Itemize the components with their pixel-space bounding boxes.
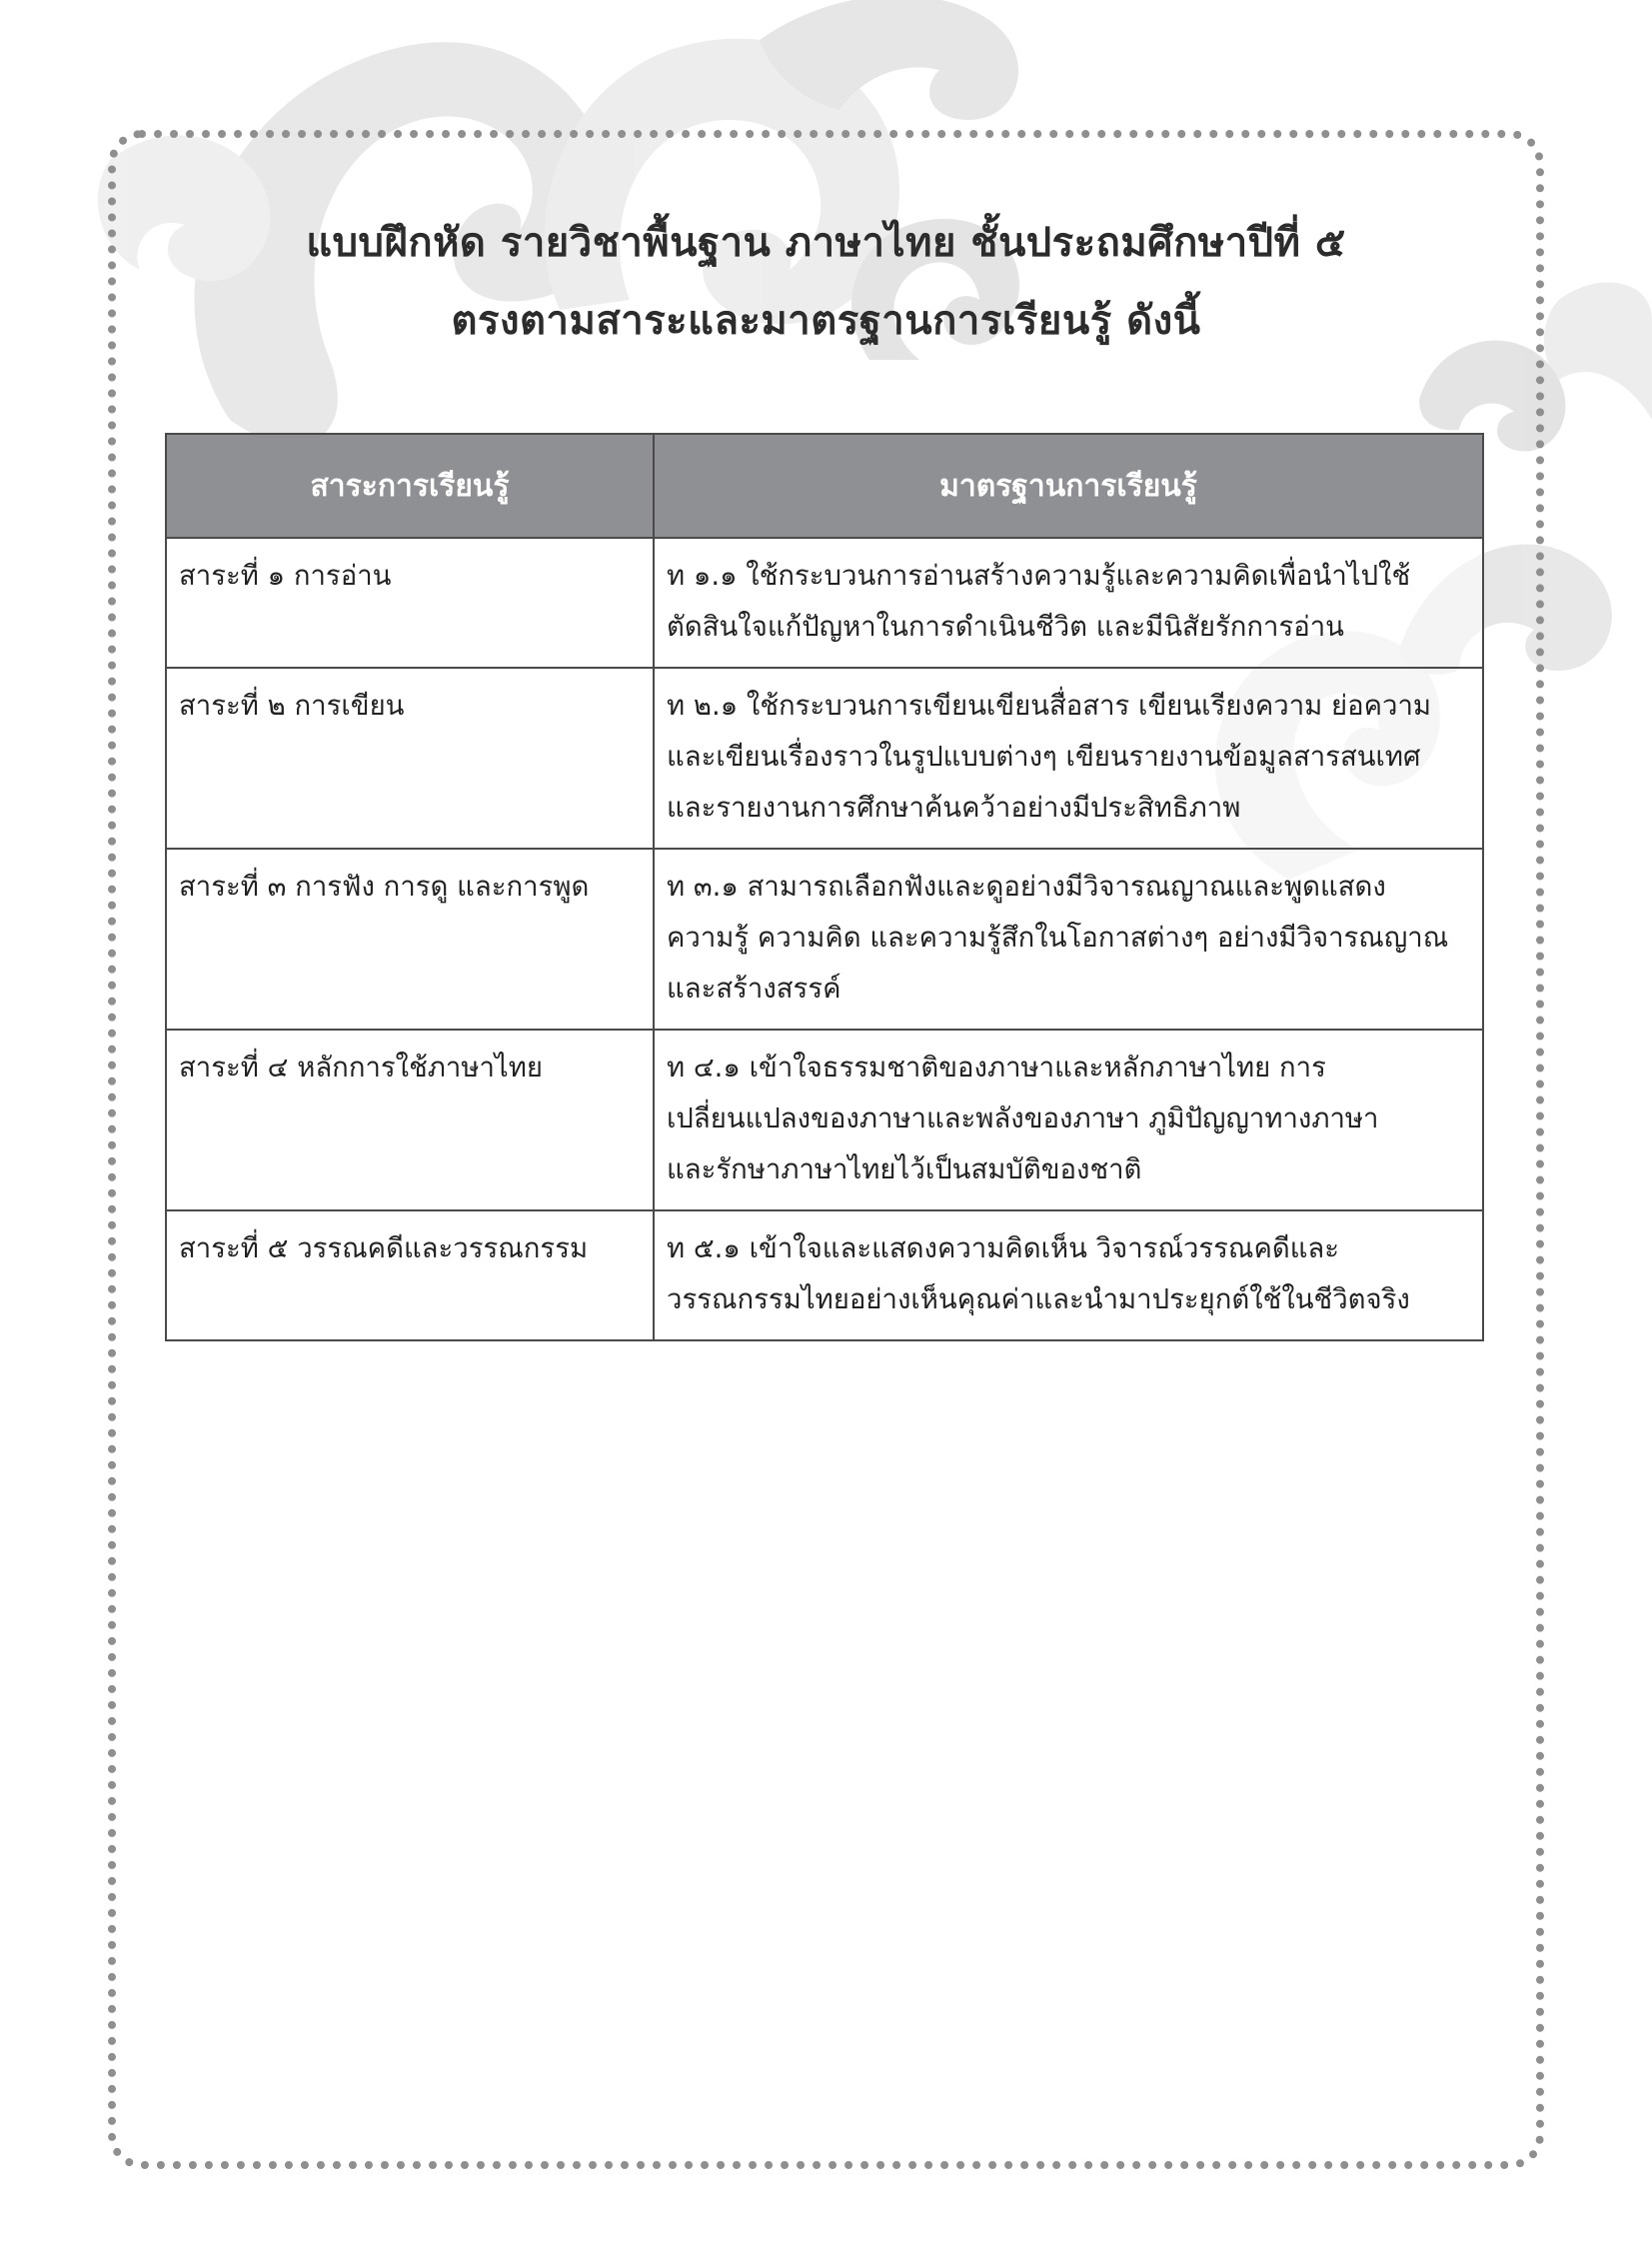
table-row: [166, 1210, 1483, 1340]
standard-line: และรายงานการศึกษาค้นคว้าอย่างมีประสิทธิภาพ: [667, 792, 1241, 824]
page-title-line-1: แบบฝึกหัด รายวิชาพื้นฐาน ภาษาไทย ชั้นประถมศึกษาปีที่ ๕: [306, 220, 1346, 266]
standard-cell: [654, 1030, 1483, 1210]
table-row: [166, 668, 1483, 849]
table-row: [166, 849, 1483, 1030]
header-learning-standard: มาตรฐานการเรียนรู้: [654, 434, 1483, 538]
standard-cell: [654, 1210, 1483, 1340]
standard-line: ท ๓.๑ สามารถเลือกฟังและดูอย่างมีวิจารณญาณและพูดแสดง: [667, 871, 1386, 903]
standard-line: และรักษาภาษาไทยไว้เป็นสมบัติของชาติ: [667, 1153, 1142, 1185]
page-title-line-2: ตรงตามสาระและมาตรฐานการเรียนรู้ ดังนี้: [451, 298, 1201, 344]
strand-cell: สาระที่ ๔ หลักการใช้ภาษาไทย: [166, 1030, 654, 1210]
standard-line: ท ๔.๑ เข้าใจธรรมชาติของภาษาและหลักภาษาไทย การ: [667, 1052, 1326, 1084]
standard-line: ตัดสินใจแก้ปัญหาในการดำเนินชีวิต และมีนิสัยรักการอ่าน: [667, 611, 1344, 643]
strand-cell: สาระที่ ๓ การฟัง การดู และการพูด: [166, 849, 654, 1030]
strand-cell: สาระที่ ๒ การเขียน: [166, 668, 654, 849]
standard-line: ความรู้ ความคิด และความรู้สึกในโอกาสต่างๆ อย่างมีวิจารณญาณ: [667, 922, 1449, 954]
table-row: [166, 538, 1483, 668]
header-learning-strand: สาระการเรียนรู้: [166, 434, 654, 538]
strand-cell: สาระที่ ๕ วรรณคดีและวรรณกรรม: [166, 1210, 654, 1340]
standard-line: ท ๑.๑ ใช้กระบวนการอ่านสร้างความรู้และความคิดเพื่อนำไปใช้: [667, 560, 1411, 592]
standard-cell: [654, 668, 1483, 849]
standard-line: และเขียนเรื่องราวในรูปแบบต่างๆ เขียนรายงานข้อมูลสารสนเทศ: [667, 741, 1421, 773]
standard-cell: [654, 849, 1483, 1030]
standard-line: และสร้างสรรค์: [667, 973, 841, 1005]
standard-line: วรรณกรรมไทยอย่างเห็นคุณค่าและนำมาประยุกต์ใช้ในชีวิตจริง: [667, 1283, 1410, 1315]
curriculum-table: [165, 433, 1484, 1341]
table-header-row: [166, 434, 1483, 538]
standard-line: ท ๒.๑ ใช้กระบวนการเขียนเขียนสื่อสาร เขียนเรียงความ ย่อความ: [667, 690, 1432, 722]
standard-line: ท ๕.๑ เข้าใจและแสดงความคิดเห็น วิจารณ์วรรณคดีและ: [667, 1232, 1340, 1264]
table-row: [166, 1030, 1483, 1210]
strand-cell: สาระที่ ๑ การอ่าน: [166, 538, 654, 668]
standard-line: เปลี่ยนแปลงของภาษาและพลังของภาษา ภูมิปัญญาทางภาษา: [667, 1103, 1379, 1134]
standard-cell: [654, 538, 1483, 668]
